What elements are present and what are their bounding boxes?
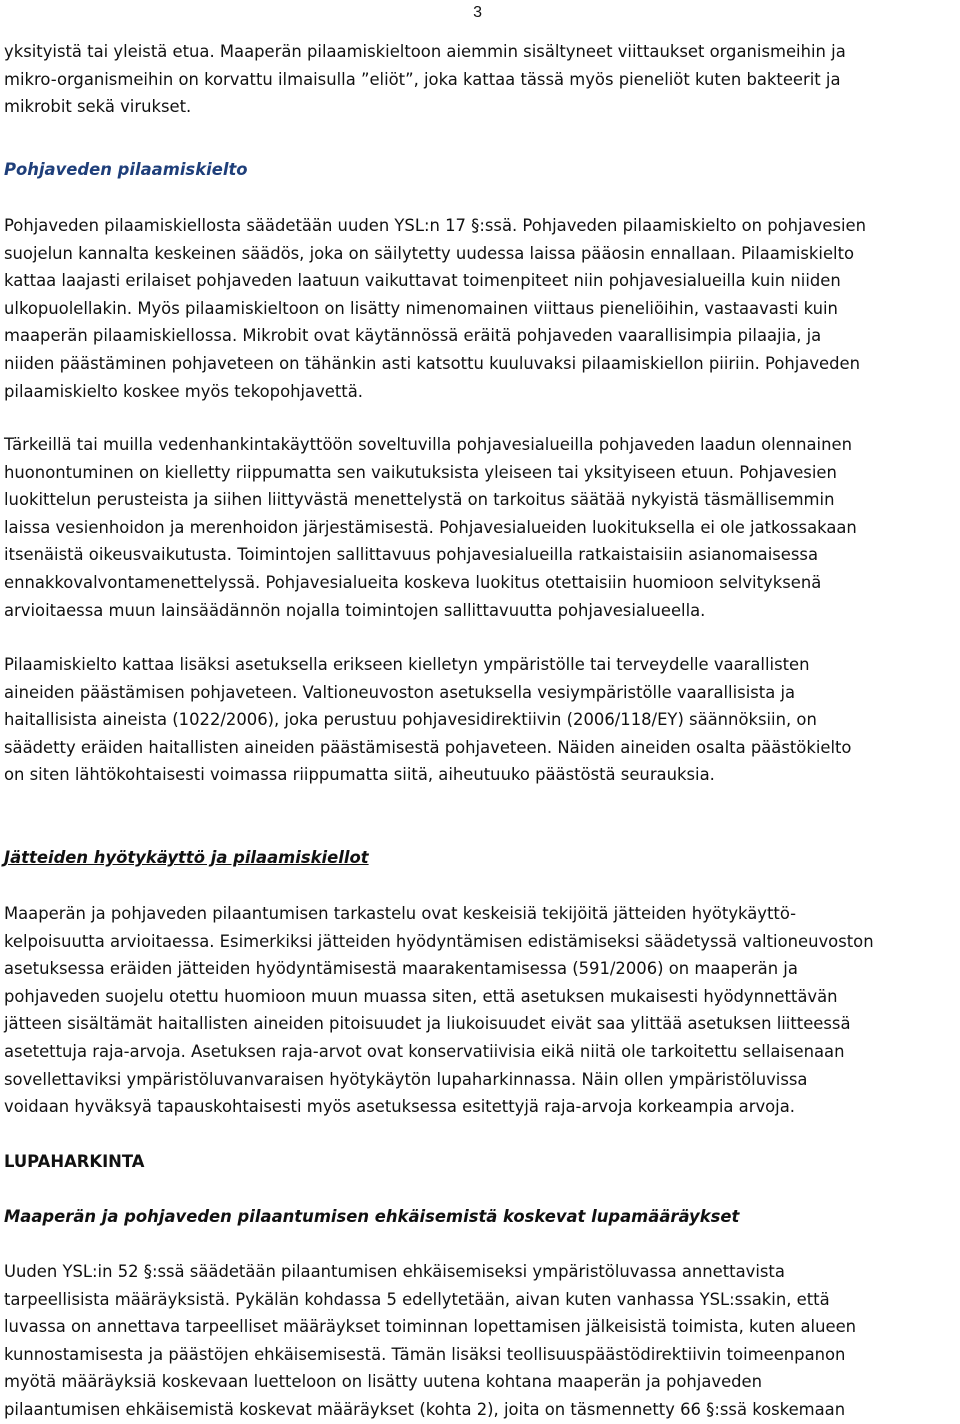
text-line: mikro-organismeihin on korvattu ilmaisulla ”eliöt”, joka kattaa tässä myös pieneliöt kuten bakteerit ja (4, 69, 841, 89)
text-line: aineiden päästämisen pohjaveteen. Valtioneuvoston asetuksella vesiympäristölle vaarallisista ja (4, 682, 796, 702)
heading-text: Maaperän ja pohjaveden pilaantumisen ehkäisemistä koskevat lupamääräykset (4, 1207, 740, 1226)
text-line: Uuden YSL:in 52 §:ssä säädetään pilaantumisen ehkäisemiseksi ympäristöluvassa annettavista (4, 1262, 785, 1281)
text-line: suojelun kannalta keskeinen säädös, joka on säilytetty uudessa laissa pääosin ennallaan. Pilaamiskielto (4, 243, 855, 263)
text-line: niiden päästäminen pohjaveteen on tähänkin asti katsottu kuuluvaksi pilaamiskiellon piiriin. Pohjaveden (4, 353, 861, 373)
heading-text: Pohjaveden pilaamiskielto (4, 160, 248, 179)
text-line: yksityistä tai yleistä etua. Maaperän pilaamiskieltoon aiemmin sisältyneet viittaukset organismeihin ja (4, 42, 846, 61)
text-line: jätteen sisältämät haitallisten aineiden pitoisuudet ja liukoisuudet eivät saa ylittää asetuksen liitteessä (4, 1014, 851, 1034)
paragraph-groundwater-ban (4, 212, 866, 405)
text-line: kelpoisuutta arvioitaessa. Esimerkiksi jätteiden hyödyntämisen edistämiseksi säädetyssä valtioneuvoston (4, 931, 874, 951)
text-line: Tärkeillä tai muilla vedenhankintakäyttöön soveltuvilla pohjavesialueilla pohjaveden laadun olennainen (4, 435, 852, 454)
text-line: voidaan hyväksyä tapauskohtaisesti myös asetuksessa esitettyjä raja-arvoja korkeampia arvoja. (4, 1097, 795, 1117)
text-line: on siten lähtökohtaisesti voimassa riippumatta siitä, aiheutuuko päästöstä seurauksia. (4, 765, 715, 785)
paragraph-water-supply-areas (4, 431, 857, 624)
heading-text: Jätteiden hyötykäyttö ja pilaamiskiellot (4, 848, 369, 867)
text-line: ennakkovalvontamenettelyssä. Pohjavesialueita koskeva luokitus otettaisiin huomioon selvityksenä (4, 572, 822, 592)
text-line: asetuksessa eräiden jätteiden hyödyntämisestä maarakentamisessa (591/2006) on maaperän ja (4, 959, 798, 979)
paragraph-hazardous-substances (4, 651, 851, 789)
text-line: Pohjaveden pilaamiskiellosta säädetään uuden YSL:n 17 §:ssä. Pohjaveden pilaamiskielto on pohjavesien (4, 216, 867, 235)
paragraph-permit-conditions (4, 1258, 856, 1424)
text-line: tarpeellisista määräyksistä. Pykälän kohdassa 5 edellytetään, aivan kuten vanhassa YSL:ssakin, että (4, 1289, 830, 1309)
page-number: 3 (473, 4, 482, 21)
text-line: myötä määräyksiä koskevaan luetteloon on lisätty uutena kohtana maaperän ja pohjaveden (4, 1372, 763, 1392)
text-line: ulkopuolellakin. Myös pilaamiskieltoon on lisätty nimenomainen viittaus pieneliöihin, vastaavasti kuin (4, 298, 838, 318)
section-heading-waste-reuse (4, 844, 369, 872)
text-line: luokittelun perusteista ja siihen liittyvästä menettelystä on tarkoitus säätää nykyistä täsmällisemmin (4, 490, 835, 510)
text-line: arvioitaessa muun lainsäädännön nojalla toimintojen sallittavuutta pohjavesialueella. (4, 600, 706, 620)
text-line: kunnostamisesta ja päästöjen ehkäisemisestä. Tämän lisäksi teollisuuspäästödirektiivin toimeenpanon (4, 1344, 846, 1364)
text-line: mikrobit sekä virukset. (4, 97, 192, 117)
section-heading-permit-consideration (4, 1148, 145, 1176)
section-heading-permit-conditions (4, 1203, 739, 1231)
text-line: laissa vesienhoidon ja merenhoidon järjestämisestä. Pohjavesialueiden luokituksella ei ole jatkossakaan (4, 517, 857, 537)
text-line: itsenäistä oikeusvaikutusta. Toimintojen sallittavuus pohjavesialueilla ratkaistaisiin asianomaisessa (4, 545, 819, 565)
text-line: pohjaveden suojelu otettu huomioon muun muassa siten, että asetuksen mukaisesti hyödynnettävän (4, 986, 838, 1006)
paragraph-waste-reuse (4, 900, 874, 1121)
text-line: Pilaamiskielto kattaa lisäksi asetuksella erikseen kielletyn ympäristölle tai terveydelle vaarallisten (4, 655, 810, 674)
heading-text: LUPAHARKINTA (4, 1152, 145, 1171)
text-line: kattaa laajasti erilaiset pohjaveden laatuun vaikuttavat toimenpiteet niin pohjavesialueilla kuin niiden (4, 271, 841, 291)
text-line: huonontuminen on kielletty riippumatta sen vaikutuksista yleiseen tai yksityiseen etuun. Pohjavesien (4, 462, 837, 482)
text-line: Maaperän ja pohjaveden pilaantumisen tarkastelu ovat keskeisiä tekijöitä jätteiden hyötykäyttö- (4, 904, 797, 923)
text-line: asetettuja raja-arvoja. Asetuksen raja-arvot ovat konservatiivisia eikä niitä ole tarkoitettu sellaisenaan (4, 1041, 845, 1061)
text-line: pilaamiskielto koskee myös tekopohjavettä. (4, 381, 363, 401)
text-line: luvassa on annettava tarpeelliset määräykset toiminnan lopettamisen jälkeisistä toimista, kuten alueen (4, 1317, 857, 1337)
text-line: säädetty eräiden haitallisten aineiden päästämisestä pohjaveteen. Näiden aineiden osalta päästökielto (4, 737, 852, 757)
text-line: sovellettaviksi ympäristöluvanvaraisen hyötykäytön lupaharkinnassa. Näin ollen ympäristöluvissa (4, 1069, 808, 1089)
text-line: pilaantumisen ehkäisemistä koskevat määräykset (kohta 2), joita on täsmennetty 66 §:ssä koskemaan (4, 1399, 846, 1419)
text-line: haitallisista aineista (1022/2006), joka perustuu pohjavesidirektiivin (2006/118/EY) säännöksiin, on (4, 710, 817, 730)
section-heading-groundwater (4, 156, 248, 184)
paragraph-intro (4, 38, 846, 121)
text-line: maaperän pilaamiskiellossa. Mikrobit ovat käytännössä eräitä pohjaveden vaarallisimpia pilaajia, ja (4, 326, 822, 346)
